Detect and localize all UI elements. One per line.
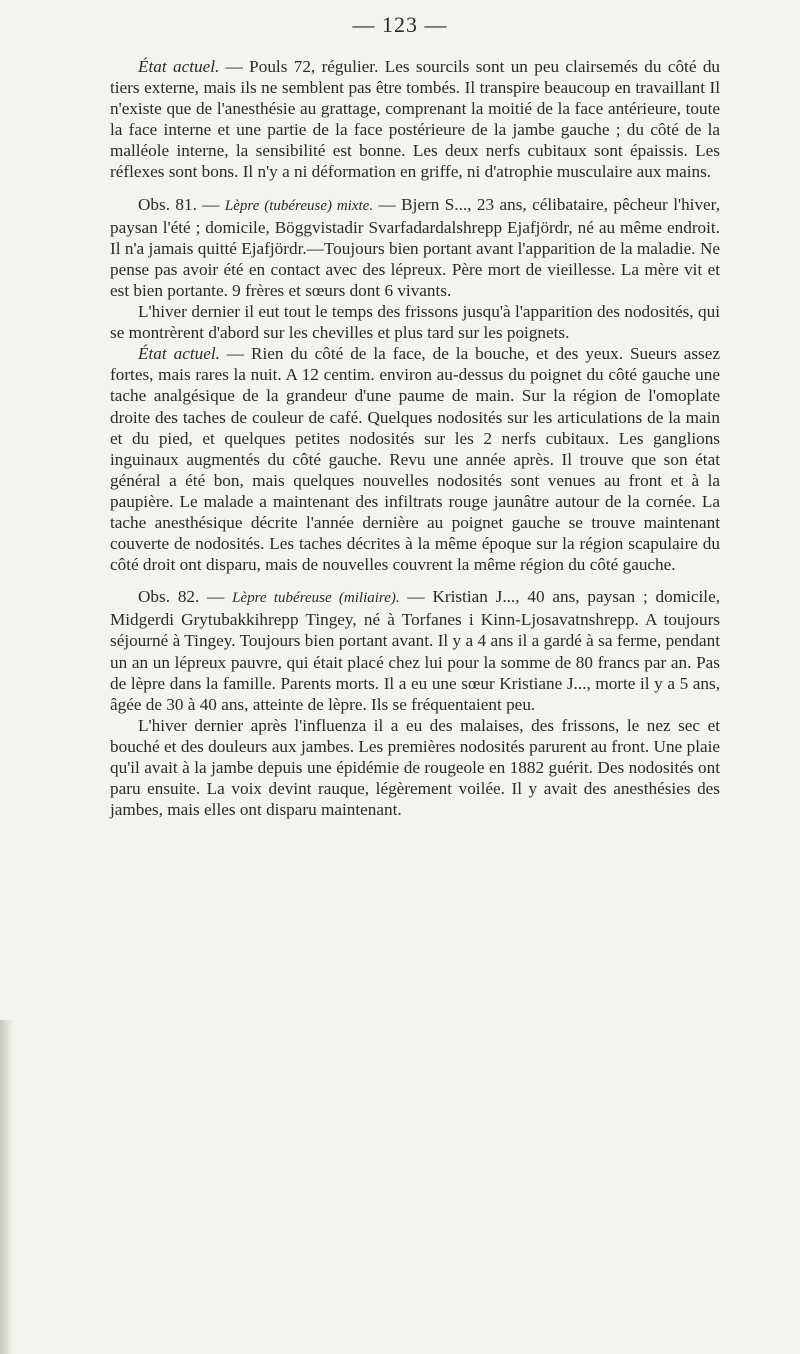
observation-number: Obs. 82. — — [138, 587, 233, 607]
paragraph-history-82 — [110, 715, 720, 820]
paragraph-history-81 — [110, 301, 720, 343]
diagnosis: Lèpre (tubéreuse) mixte. — [224, 197, 374, 214]
paragraph-text: — Rien du côté de la face, de la bouche, et des yeux. Sueurs assez fortes, mais rares la nuit. A 12 centim. environ au-dessus du poignet du côté gauche une tache analgésique de la grandeur d'une paume de main. Sur la région de l'omoplate droite des taches de couleur de café. Quelques nodosités sur les articulations de la main et du pied, et quelques petites nodosités sur les 2 nerfs cubitaux. Les ganglions inguinaux augmentés du côté gauche. Revu une année après. Il trouve que son état général a été bon, mais quelques nouvelles nodosités sont venues au front et à la paupière. Le malade a maintenant des infiltrats rouge jaunâtre autour de la cornée. La tache anesthésique décrite l'année dernière au poignet gauche se trouve maintenant couverte de nodosités. Les taches décrites à la même époque sur la région scapulaire du côté droit ont disparu, mais de nouvelles couvrent la même région du côté gauche. — [110, 344, 721, 575]
diagnosis: Lèpre tubéreuse (miliaire). — [232, 590, 400, 607]
paragraph-obs-81 — [110, 194, 720, 301]
document-body — [110, 56, 720, 820]
paragraph-text: — Bjern S..., 23 ans, célibataire, pêcheur l'hiver, paysan l'été ; domicile, Böggvistadir Svarfadardalshrepp Ejafjördr, né au même endroit. Il n'a jamais quitté Ejafjördr.—Toujours bien portant avant l'apparition de la maladie. Ne pense pas avoir été en contact avec des lépreux. Père mort de vieillesse. La mère vit et est bien portante. 9 frères et sœurs dont 6 vivants. — [110, 194, 720, 300]
paragraph-text: — Kristian J..., 40 ans, paysan ; domicile, Midgerdi Grytubakkihrepp Tingey, né à Torfanes i Kinn-Ljosavatnshrepp. A toujours séjourné à Tingey. Toujours bien portant avant. Il y a 4 ans il a gardé à sa ferme, pendant un an un lépreux pauvre, qui était placé chez lui pour la somme de 80 francs par an. Pas de lèpre dans la famille. Parents morts. Il a eu une sœur Kristiane J..., morte il y a 5 ans, âgée de 30 à 40 ans, atteinte de lèpre. Ils se fréquentaient peu. — [110, 587, 720, 714]
paragraph-etat-actuel-1 — [110, 56, 720, 183]
section-lead: État actuel. — [138, 344, 220, 364]
paragraph-text: L'hiver dernier il eut tout le temps des frissons jusqu'à l'apparition des nodosités, qui se montrèrent d'abord sur les chevilles et plus tard sur les poignets. — [110, 302, 720, 343]
paragraph-text: L'hiver dernier après l'influenza il a eu des malaises, des frissons, le nez sec et bouché et des douleurs aux jambes. Les premières nodosités parurent au front. Une plaie qu'il avait à la jambe depuis une épidémie de rougeole en 1882 guérit. Des nodosités ont paru ensuite. La voix devint rauque, légèrement voilée. Il y avait des anesthésies des jambes, mais elles ont disparu maintenant. — [110, 715, 720, 820]
section-lead: État actuel. — [138, 57, 220, 76]
observation-number: Obs. 81. — — [138, 194, 225, 214]
page-number: — 123 — — [352, 12, 448, 37]
paragraph-obs-82 — [110, 586, 720, 715]
paragraph-etat-actuel-2 — [110, 343, 720, 575]
page-edge-shadow — [0, 1020, 14, 1354]
paragraph-text: — Pouls 72, régulier. Les sourcils sont un peu clairsemés du côté du tiers externe, mais ils ne semblent pas être tombés. Il transpire beaucoup en travaillant Il n'existe que de l'anesthésie au grattage, comprenant la moitié de la face antérieure, toute la face interne et une partie de la face postérieure de la jambe gauche ; du côté de la malléole interne, la sensibilité est bonne. Les deux nerfs cubitaux sont épaissis. Les réflexes sont bons. Il n'y a ni déformation en griffe, ni d'atrophie musculaire aux mains. — [110, 57, 721, 182]
